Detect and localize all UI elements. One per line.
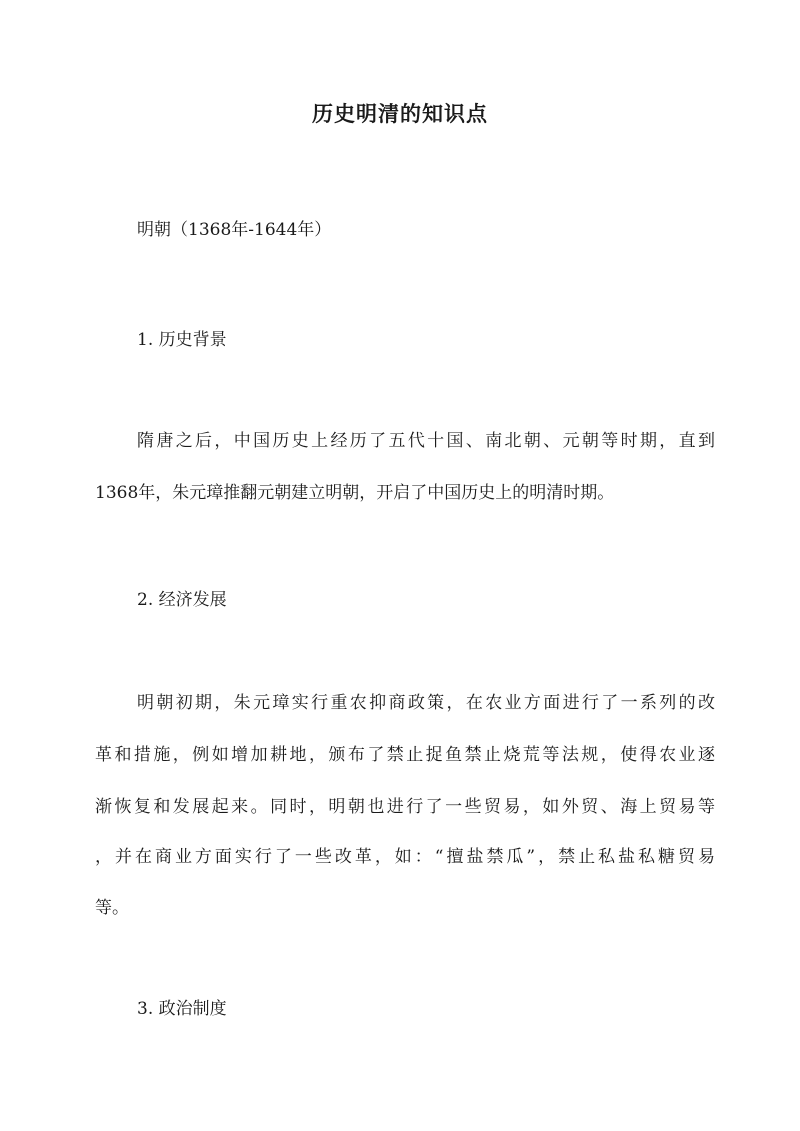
paragraph-line: 1368年，朱元璋推翻元朝建立明朝，开启了中国历史上的明清时期。 xyxy=(95,483,615,503)
page-title: 历史明清的知识点 xyxy=(312,101,488,126)
era-heading: 明朝（1368年-1644年） xyxy=(137,220,332,240)
paragraph-line: 明朝初期，朱元璋实行重农抑商政策，在农业方面进行了一系列的改 xyxy=(137,693,715,713)
paragraph-line: 隋唐之后，中国历史上经历了五代十国、南北朝、元朝等时期，直到 xyxy=(137,431,715,451)
section-heading-economy: 2. 经济发展 xyxy=(137,590,227,610)
paragraph-line: ，并在商业方面实行了一些改革，如：“擅盐禁瓜”，禁止私盐私糖贸易 xyxy=(95,847,715,867)
paragraph-line: 等。 xyxy=(95,898,129,918)
section-heading-background: 1. 历史背景 xyxy=(137,330,227,350)
section-heading-politics: 3. 政治制度 xyxy=(137,999,227,1019)
paragraph-line: 革和措施，例如增加耕地，颁布了禁止捉鱼禁止烧荒等法规，使得农业逐 xyxy=(95,745,715,765)
paragraph-line: 渐恢复和发展起来。同时，明朝也进行了一些贸易，如外贸、海上贸易等 xyxy=(95,797,715,817)
